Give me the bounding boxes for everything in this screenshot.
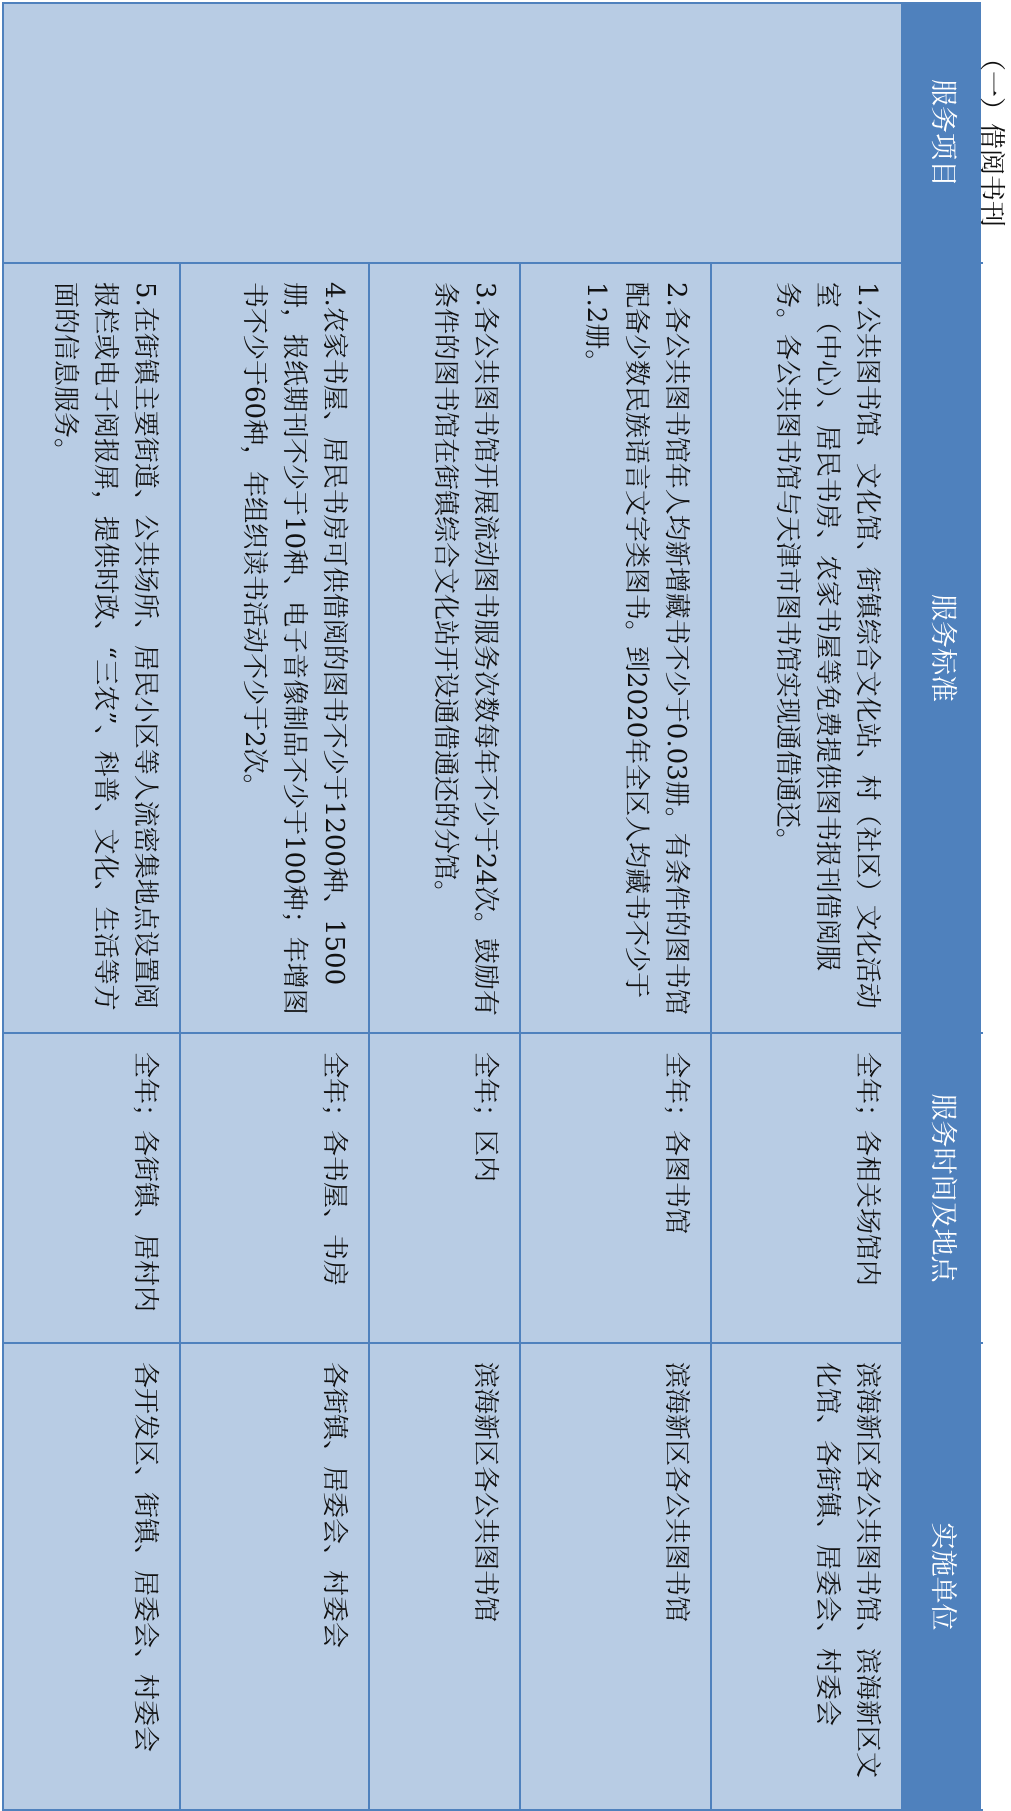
unit-cell: 各开发区、街镇、居委会、村委会 [3,1343,180,1810]
unit-cell: 各街镇、居委会、村委会 [180,1343,369,1810]
table-row [180,3,369,1810]
unit-cell: 滨海新区各公共图书馆 [520,1343,711,1810]
header-service-item: 服务项目 [902,3,982,263]
header-service-standard: 服务标准 [902,263,982,1033]
service-standards-table [2,2,1006,1811]
header-time-place: 服务时间及地点 [902,1033,982,1343]
standard-cell: 1.公共图书馆、文化馆、街镇综合文化站、村（社区）文化活动室（中心）、居民书房、农家书屋等免费提供图书报刊借阅服务。各公共图书馆与天津市图书馆实现通借通还。 [711,263,902,1033]
table-row [3,3,180,1810]
standard-cell: 5.在街镇主要街道、公共场所、居民小区等人流密集地点设置阅报栏或电子阅报屏，提供时政、“三农”、科普、文化、生活等方面的信息服务。 [3,263,180,1033]
table-row [369,3,520,1810]
time-place-cell: 全年；各图书馆 [520,1033,711,1343]
table-row [711,3,902,1810]
time-place-cell: 全年；各相关场馆内 [711,1033,902,1343]
standard-cell: 3.各公共图书馆开展流动图书服务次数每年不少于24次。鼓励有条件的图书馆在街镇综合文化站开设通借通还的分馆。 [369,263,520,1033]
unit-cell: 滨海新区各公共图书馆 [369,1343,520,1810]
standard-cell: 2.各公共图书馆年人均新增藏书不少于0.03册。有条件的图书馆配备少数民族语言文字类图书。到2020年全区人均藏书不少于1.2册。 [520,263,711,1033]
time-place-cell: 全年；区内 [369,1033,520,1343]
time-place-cell: 全年；各街镇、居村内 [3,1033,180,1343]
time-place-cell: 全年；各书屋、书房 [180,1033,369,1343]
standard-cell: 4.农家书屋、居民书房可供借阅的图书不少于1200种、1500册，报纸期刊不少于10种、电子音像制品不少于100种；年增图书不少于60种，年组织读书活动不少于2次。 [180,263,369,1033]
header-implementing-unit: 实施单位 [902,1343,982,1810]
table-header-row [902,3,982,1810]
unit-cell: 滨海新区各公共图书馆、滨海新区文化馆、各街镇、居委会、村委会 [711,1343,902,1810]
category-label: （一）借阅书刊 [976,44,1006,227]
table-row [520,3,711,1810]
